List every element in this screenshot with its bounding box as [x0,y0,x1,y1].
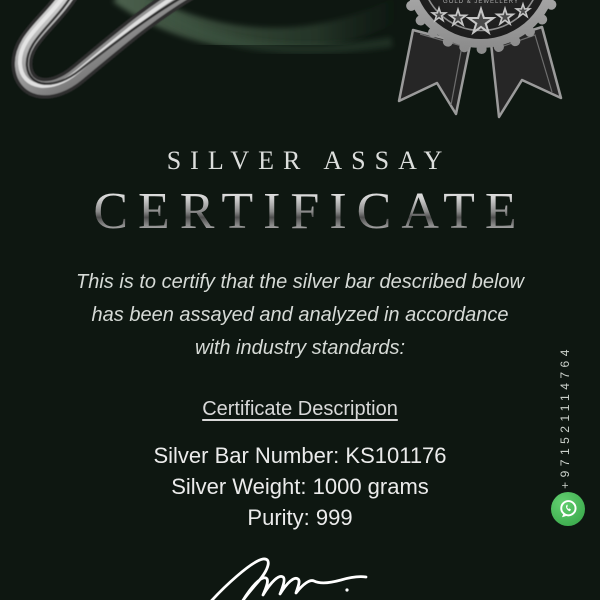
certificate-kicker: SILVER ASSAY [166,146,452,175]
intro-line: has been assayed and analyzed in accordance [91,304,509,326]
detail-row-purity: Purity: 999 [247,505,353,530]
detail-row-weight: Silver Weight: 1000 grams [171,474,429,499]
award-badge-icon [380,0,600,130]
signature [150,540,450,600]
intro-line: This is to certify that the silver bar described below [76,271,524,293]
certificate-details [0,440,600,533]
badge-brand-text: GOLD & JEWELLERY [443,0,519,5]
detail-row-bar-number: Silver Bar Number: KS101176 [153,443,447,468]
whatsapp-icon [551,492,585,526]
phone-number: +971521114764 [558,345,572,489]
intro-text [30,266,570,365]
page-title: CERTIFICATE [0,182,600,241]
description-heading: Certificate Description [202,398,398,420]
silver-swirl-decoration [0,0,420,140]
intro-line: with industry standards: [194,337,406,359]
